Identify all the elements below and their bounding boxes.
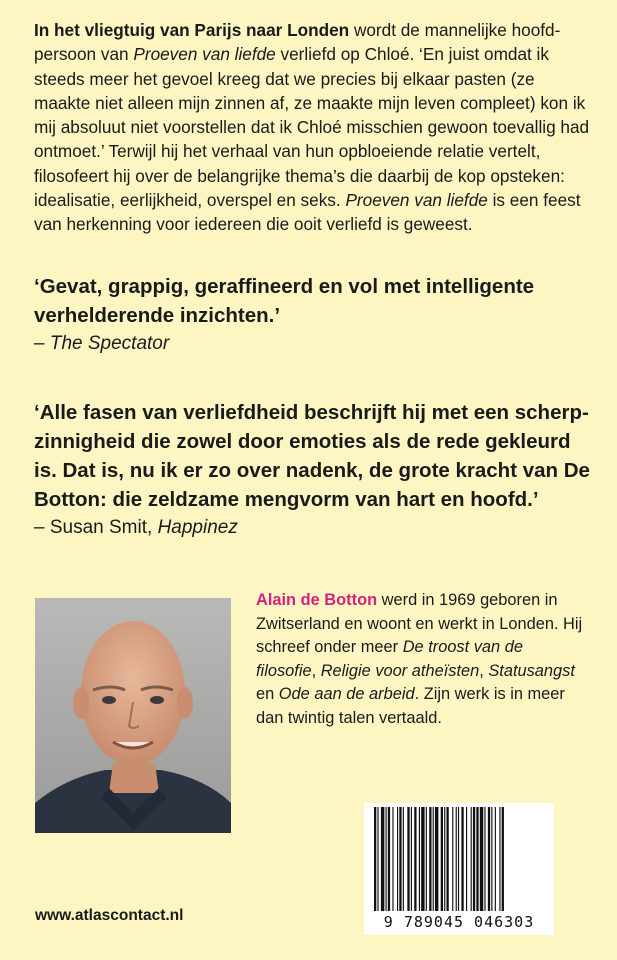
barcode-bar — [397, 807, 398, 911]
barcode-bar — [421, 807, 424, 911]
barcode-bar — [471, 807, 472, 911]
barcode-bar — [488, 807, 490, 911]
author-portrait-icon — [35, 598, 231, 833]
barcode-bar — [466, 807, 467, 911]
book-title: Statusangst — [488, 661, 575, 680]
barcode-bar — [407, 807, 409, 911]
author-photo — [35, 598, 231, 833]
bio-separator: , — [311, 661, 321, 680]
barcode-bar — [491, 807, 492, 911]
barcode-bar — [426, 807, 427, 911]
review-quote-happinez — [34, 398, 594, 541]
bio-text: werd in 1969 geboren in Zwitserland en woont en werkt in Londen. Hij schreef onder meer — [256, 591, 583, 657]
barcode-bar — [452, 807, 453, 911]
barcode-bar — [473, 807, 475, 911]
barcode-bar — [377, 807, 378, 911]
barcode-bar — [484, 807, 485, 911]
blurb-text: verliefd op Chloé. ‘En juist omdat ik steeds meer het gevoel kreeg dat we precies bij elkaar pasten (ze maakte niet alleen mijn zinnen af, ze maakte mijn leven compleet) kon ik mij absoluut niet voorstellen dat ik Chloé misschien gewoon toevallig had ontmoet.’ Terwijl hij het verhaal van hun opbloeiende relatie vertelt, filosofeert hij over de belangrijke thema’s die daarbij de kop opsteken: idealisatie, eerlijkheid, overspel en seks. — [34, 44, 590, 211]
bio-text: . Zijn werk is in meer dan twintig talen vertaald. — [256, 685, 565, 727]
barcode-bar — [458, 807, 459, 911]
source-name: The Spectator — [49, 333, 170, 354]
blurb-text: is een feest van herkenning voor iedereen die ooit verliefd is geweest. — [34, 190, 581, 235]
quote-source — [34, 330, 594, 357]
source-prefix: – — [34, 333, 50, 354]
barcode-bar — [381, 807, 384, 911]
barcode-bar — [419, 807, 420, 911]
isbn-barcode — [364, 803, 554, 935]
book-title: Proeven van liefde — [133, 44, 276, 65]
barcode-bar — [444, 807, 445, 911]
book-title: Proeven van liefde — [345, 190, 488, 211]
barcode-bar — [433, 807, 434, 911]
barcode-bar — [429, 807, 431, 911]
barcode-bar — [441, 807, 443, 911]
barcode-bar — [403, 807, 404, 911]
barcode-bar — [495, 807, 496, 911]
barcode-bar — [435, 807, 438, 911]
barcode-bar — [456, 807, 457, 911]
source-name: Happinez — [157, 517, 238, 538]
barcode-bar — [374, 807, 376, 911]
blurb-text: wordt de mannelijke hoofdpersoon van — [34, 20, 561, 65]
barcode-bar — [476, 807, 478, 911]
barcode-bar — [502, 807, 504, 911]
barcode-bar — [411, 807, 412, 911]
barcode-bars-icon — [374, 807, 544, 911]
isbn-number: 9 789045 046303 — [383, 913, 535, 931]
barcode-bar — [386, 807, 387, 911]
barcode-bar — [388, 807, 390, 911]
barcode-bar — [499, 807, 500, 911]
book-title: Religie voor atheïsten — [320, 661, 480, 680]
bio-separator: , — [479, 661, 489, 680]
publisher-website[interactable]: www.atlascontact.nl — [35, 907, 184, 924]
barcode-bar — [414, 807, 416, 911]
barcode-bar — [461, 807, 463, 911]
review-quote-spectator — [34, 272, 594, 357]
quote-text: ‘Alle fasen van verliefdheid beschrijft hij met een scherpzinnigheid die zowel door emoties als de rede gekleurd is. Dat is, nu ik er zo over nadenk, de grote kracht van De Botton: die zeldzame mengvorm van hart en hoofd.’ — [34, 401, 590, 511]
bio-separator: en — [256, 685, 279, 704]
author-bio — [256, 589, 586, 731]
barcode-bar — [480, 807, 483, 911]
blurb-paragraph — [34, 18, 594, 237]
book-title: Ode aan de arbeid — [278, 685, 415, 704]
quote-text: ‘Gevat, grappig, geraffineerd en vol met intelligente verhelderende inzichten.’ — [34, 275, 535, 327]
barcode-bar — [446, 807, 448, 911]
author-name: Alain de Botton — [256, 591, 378, 609]
source-prefix: – Susan Smit, — [34, 517, 158, 538]
blurb-lead: In het vliegtuig van Parijs naar Londen — [34, 20, 350, 40]
quote-source — [34, 514, 594, 541]
book-title: De troost van de filosofie — [256, 638, 523, 680]
barcode-bar — [399, 807, 401, 911]
barcode-bar — [392, 807, 393, 911]
